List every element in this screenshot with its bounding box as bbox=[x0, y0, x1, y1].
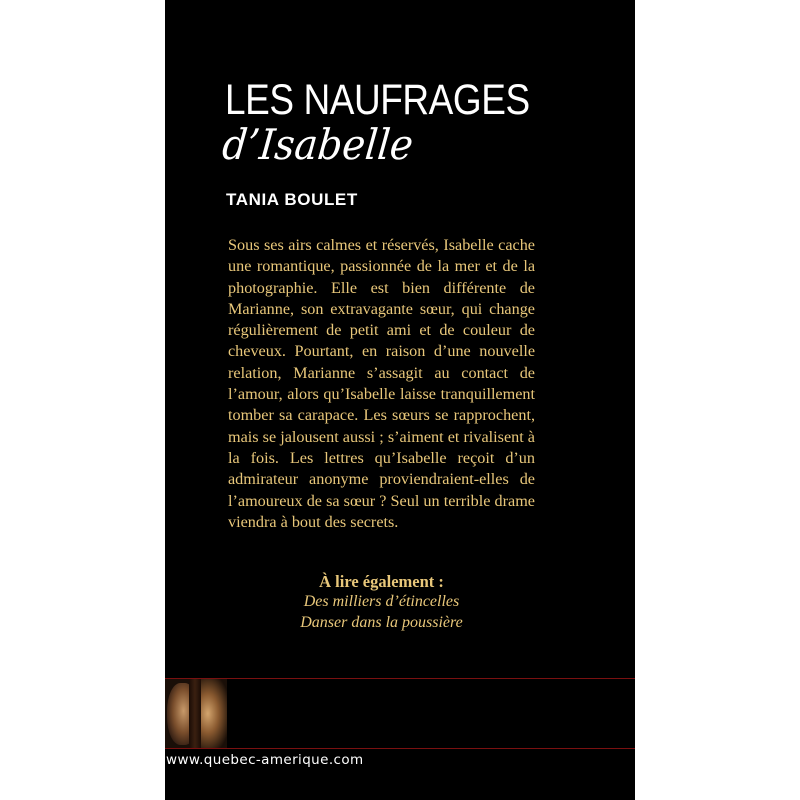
also-read-heading: À lire également : bbox=[319, 572, 444, 591]
also-read-item: Danser dans la poussière bbox=[300, 613, 463, 631]
synopsis-text: Sous ses airs calmes et réservés, Isabelle cache une romantique, passionnée de la mer et de la photographie. Elle est bien différente de Marianne, son extravagante sœur, qui change régulièrement de petit ami et de couleur de cheveux. Pourtant, en raison d’une nouvelle relation, Marianne s’assagit au contact de l’amour, alors qu’Isabelle laisse tranquillement tomber sa carapace. Les sœurs se rapprochent, mais se jalousent aussi ; s’aiment et rivalisent à la fois. Les lettres qu’Isabelle reçoit d’un admirateur anonyme proviendraient-elles de l’amoureux de sa sœur ? Seul un terrible drame viendra à bout des secrets. bbox=[228, 236, 535, 531]
book-title-script: d’Isabelle bbox=[220, 120, 416, 169]
divider-line bbox=[165, 748, 635, 749]
also-read-section bbox=[228, 571, 535, 633]
author-name: TANIA BOULET bbox=[226, 190, 358, 209]
divider-line bbox=[165, 678, 635, 679]
also-read-item: Des milliers d’étincelles bbox=[303, 593, 460, 610]
hair-image bbox=[189, 679, 201, 748]
publisher-website: www.quebec-amerique.com bbox=[166, 752, 364, 768]
cover-photo-thumbnail bbox=[165, 679, 227, 748]
back-cover bbox=[165, 0, 635, 800]
book-title: LES NAUFRAGES bbox=[225, 76, 530, 124]
